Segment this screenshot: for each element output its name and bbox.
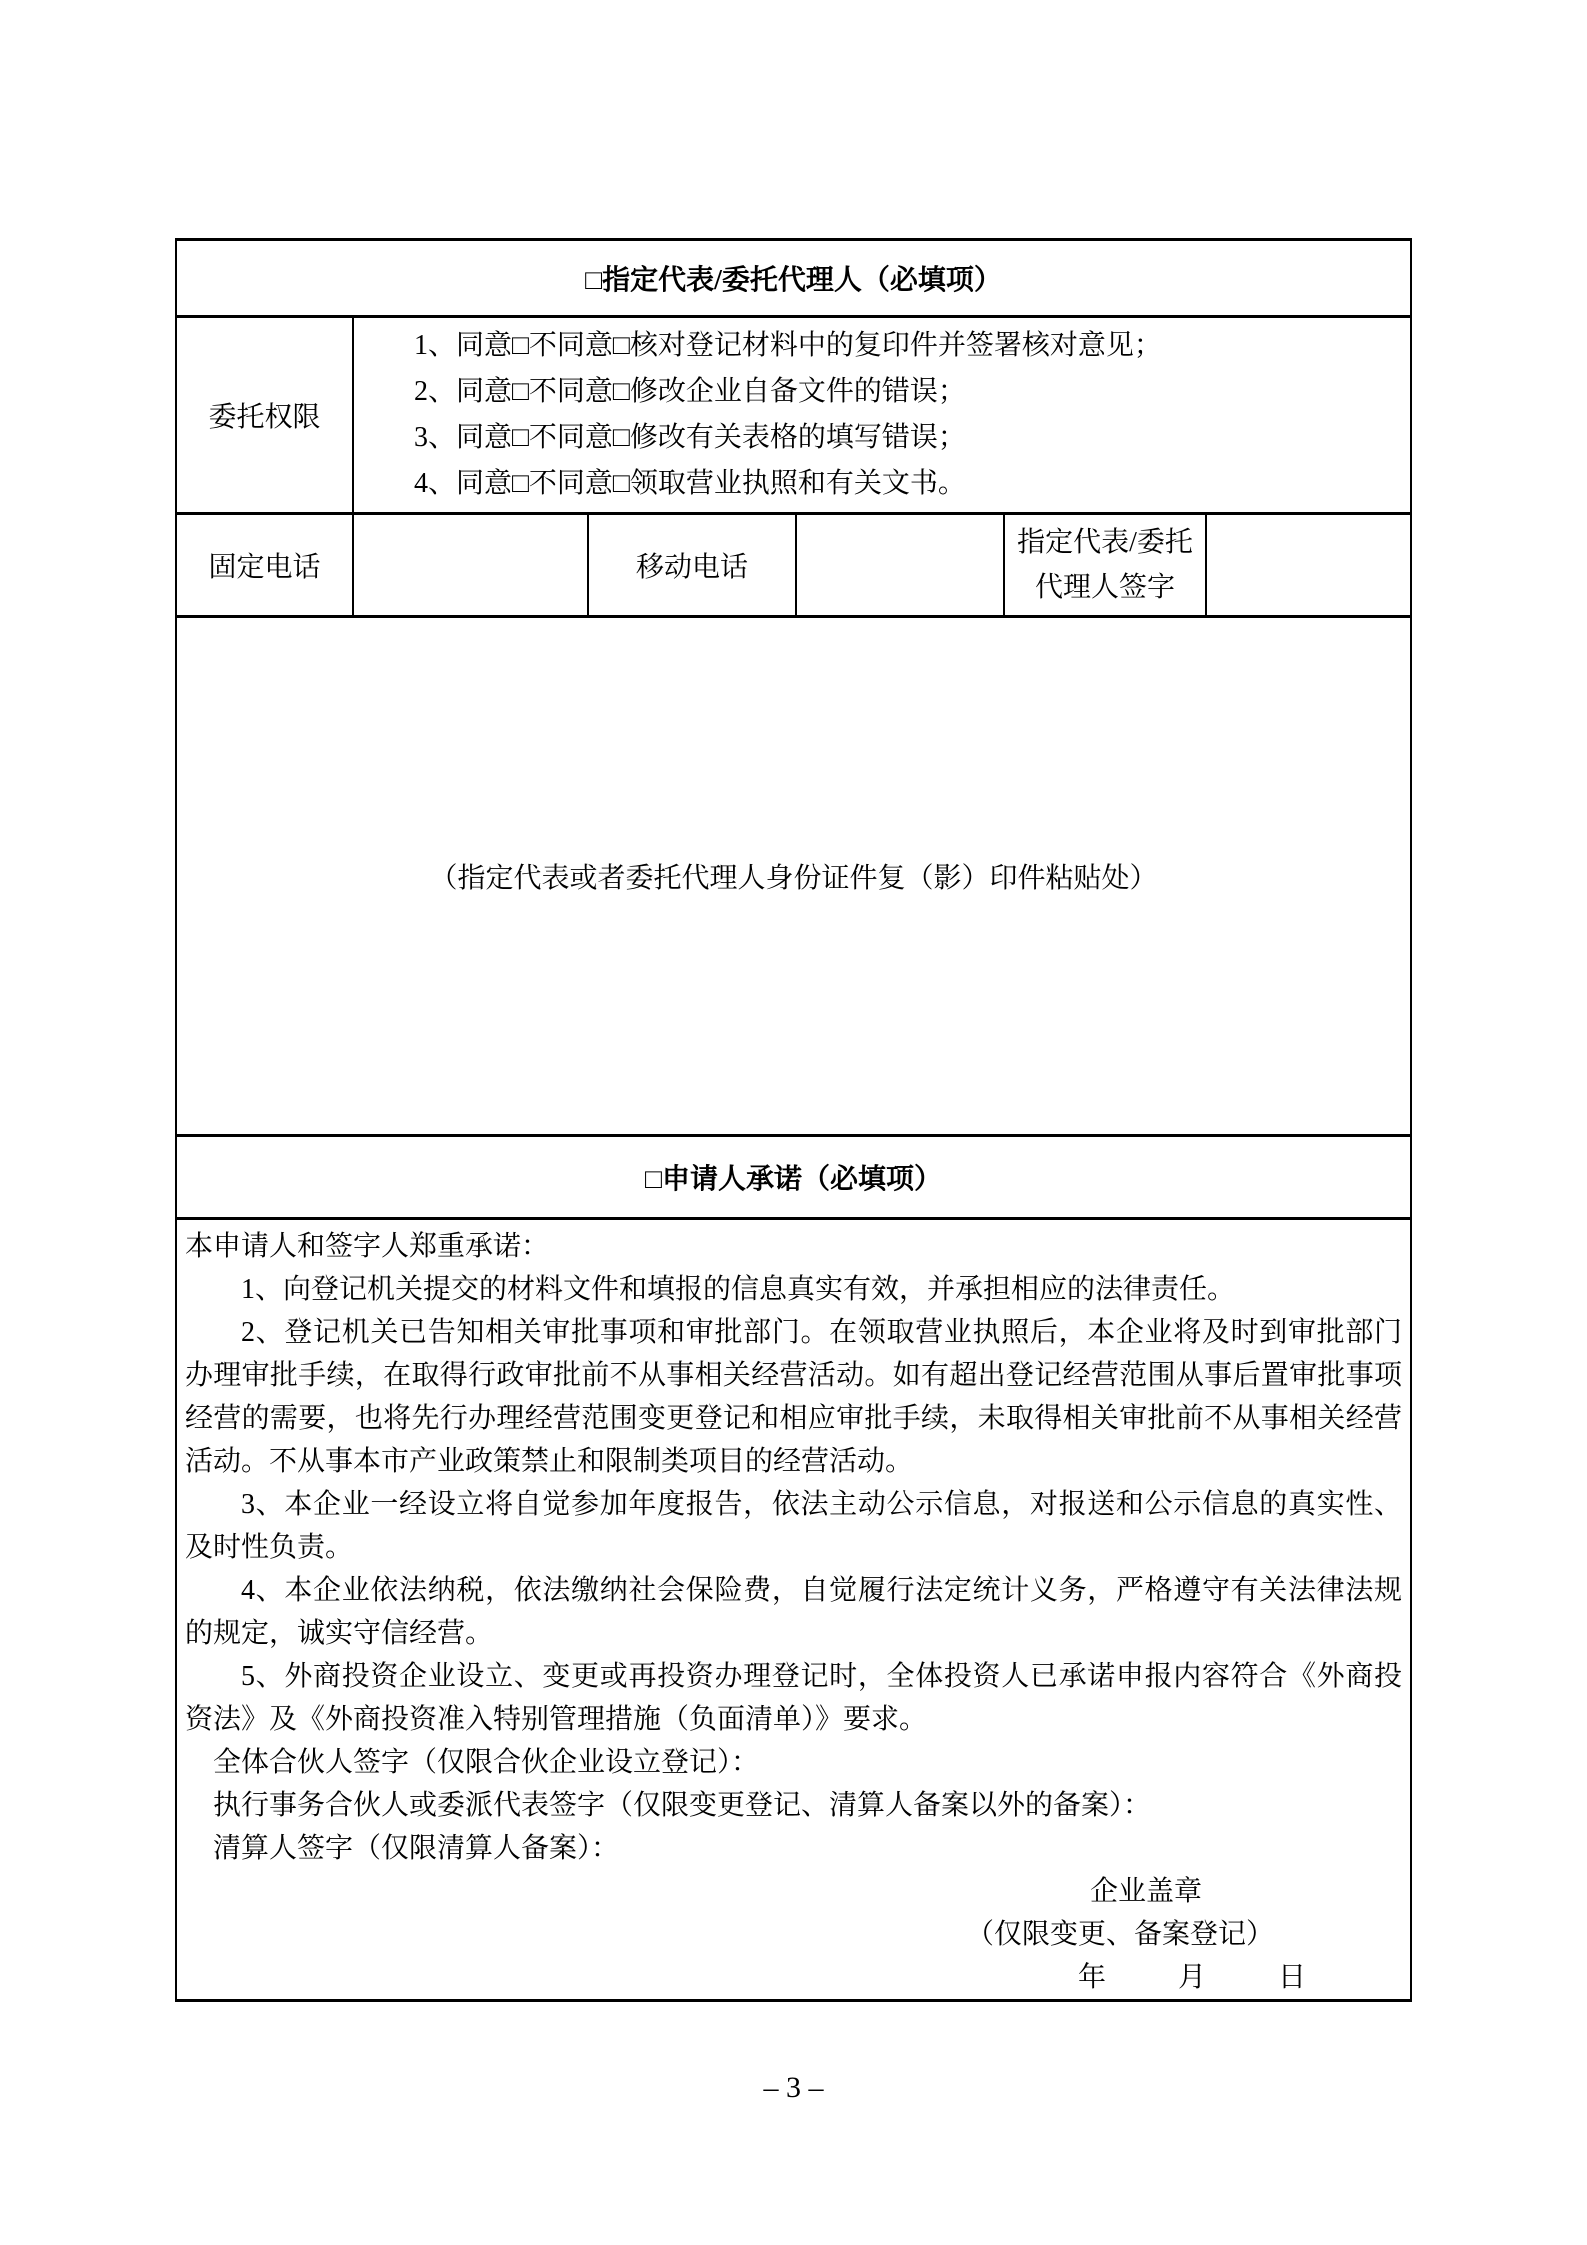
fixed-phone-label: 固定电话: [176, 514, 353, 617]
authorization-item-4[interactable]: 4、同意□不同意□领取营业执照和有关文书。: [414, 468, 966, 499]
agent-signature-label-line1: 指定代表/委托: [1017, 527, 1193, 558]
date-month-label: 月: [1177, 1962, 1206, 1993]
mobile-phone-label: 移动电话: [588, 514, 796, 617]
agent-signature-field[interactable]: [1206, 514, 1411, 617]
id-document-paste-area[interactable]: （指定代表或者委托代理人身份证件复（影）印件粘贴处）: [176, 617, 1411, 1136]
agent-section-title: □指定代表/委托代理人（必填项）: [176, 240, 1411, 317]
commitment-3: 3、本企业一经设立将自觉参加年度报告，依法主动公示信息，对报送和公示信息的真实性、及时性负责。: [185, 1489, 1403, 1563]
authorization-item-2[interactable]: 2、同意□不同意□修改企业自备文件的错误；: [414, 376, 966, 407]
promise-content-cell: [176, 1219, 1411, 2001]
date-line: [185, 1956, 1402, 1999]
authorization-item-1[interactable]: 1、同意□不同意□核对登记材料中的复印件并签署核对意见；: [414, 330, 1162, 361]
page-number: – 3 –: [763, 2071, 824, 2104]
fixed-phone-field[interactable]: [353, 514, 588, 617]
mobile-phone-field[interactable]: [796, 514, 1004, 617]
date-day-label: 日: [1278, 1962, 1307, 1993]
agent-signature-label-line2: 代理人签字: [1034, 572, 1175, 603]
agent-signature-label: [1004, 514, 1206, 617]
partners-signature-line[interactable]: 全体合伙人签字（仅限合伙企业设立登记）：: [213, 1747, 760, 1778]
promise-intro: 本申请人和签字人郑重承诺：: [185, 1231, 550, 1262]
commitment-5: 5、外商投资企业设立、变更或再投资办理登记时，全体投资人已承诺申报内容符合《外商投资法》及《外商投资准入特别管理措施（负面清单）》要求。: [185, 1661, 1403, 1735]
company-stamp-note: （仅限变更、备案登记）: [966, 1919, 1275, 1950]
liquidator-signature-line[interactable]: 清算人签字（仅限清算人备案）：: [213, 1833, 620, 1864]
executive-partner-signature-line[interactable]: 执行事务合伙人或委派代表签字（仅限变更登记、清算人备案以外的备案）：: [213, 1790, 1152, 1821]
company-stamp-label: 企业盖章: [1090, 1876, 1203, 1907]
commitment-4: 4、本企业依法纳税，依法缴纳社会保险费，自觉履行法定统计义务，严格遵守有关法律法规的规定，诚实守信经营。: [185, 1575, 1403, 1649]
authorization-item-3[interactable]: 3、同意□不同意□修改有关表格的填写错误；: [414, 422, 966, 453]
authorization-scope-label: 委托权限: [176, 317, 353, 514]
authorization-items-cell: [353, 317, 1411, 514]
commitment-1: 1、向登记机关提交的材料文件和填报的信息真实有效，并承担相应的法律责任。: [241, 1274, 1236, 1305]
date-year-label: 年: [1077, 1962, 1106, 1993]
commitment-2: 2、登记机关已告知相关审批事项和审批部门。在领取营业执照后，本企业将及时到审批部门办理审批手续，在取得行政审批前不从事相关经营活动。如有超出登记经营范围从事后置审批事项经营的需要，也将先行办理经营范围变更登记和相应审批手续，未取得相关审批前不从事相关经营活动。不从事本市产业政策禁止和限制类项目的经营活动。: [185, 1317, 1403, 1477]
promise-section-title: □申请人承诺（必填项）: [176, 1136, 1411, 1219]
registration-form-table: [175, 238, 1412, 2002]
